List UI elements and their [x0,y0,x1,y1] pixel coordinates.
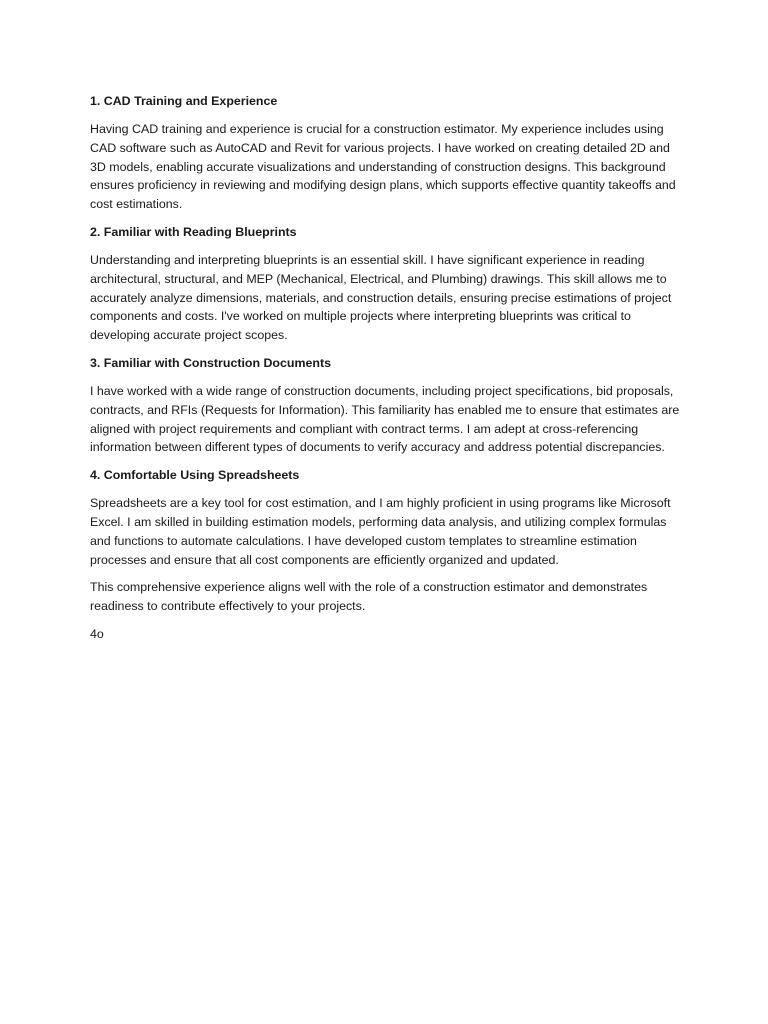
section-paragraph: Having CAD training and experience is crucial for a construction estimator. My experience includes using CAD software such as AutoCAD and Revit for various projects. I have worked on creating detailed 2D and 3D models, enabling accurate visualizations and understanding of construction designs. This background ensures proficiency in reviewing and modifying design plans, which supports effective quantity takeoffs and cost estimations. [90,122,676,212]
model-note: 4o [90,626,104,641]
section-blueprints [90,223,680,345]
document-page [90,92,680,644]
section-heading: 3. Familiar with Construction Documents [90,355,331,370]
section-heading: 1. CAD Training and Experience [90,94,278,108]
section-paragraph: Spreadsheets are a key tool for cost estimation, and I am highly proficient in using programs like Microsoft Excel. I am skilled in building estimation models, performing data analysis, and utilizing complex formulas and functions to automate calculations. I have developed custom templates to streamline estimation processes and ensure that all cost components are efficiently organized and updated. [90,496,671,567]
section-heading: 2. Familiar with Reading Blueprints [90,224,297,239]
section-cad-training [90,92,680,214]
section-paragraph: I have worked with a wide range of construction documents, including project specifications, bid proposals, contracts, and RFIs (Requests for Information). This familiarity has enabled me to ensure that estimates are aligned with project requirements and compliant with contract terms. I am adept at cross-referencing information between different types of documents to verify accuracy and address potential discrepancies. [90,383,680,455]
section-paragraph: Understanding and interpreting blueprints is an essential skill. I have significant experience in reading architectural, structural, and MEP (Mechanical, Electrical, and Plumbing) drawings. This skill allows me to accurately analyze dimensions, materials, and construction details, ensuring precise estimations of project components and costs. I've worked on multiple projects where interpreting blueprints was critical to developing accurate project scopes. [90,252,672,343]
section-construction-documents [90,354,680,457]
section-heading: 4. Comfortable Using Spreadsheets [90,468,300,483]
section-spreadsheets [90,466,680,569]
closing-paragraph: This comprehensive experience aligns well with the role of a construction estimator and demonstrates readiness to contribute effectively to your projects. [90,580,648,614]
